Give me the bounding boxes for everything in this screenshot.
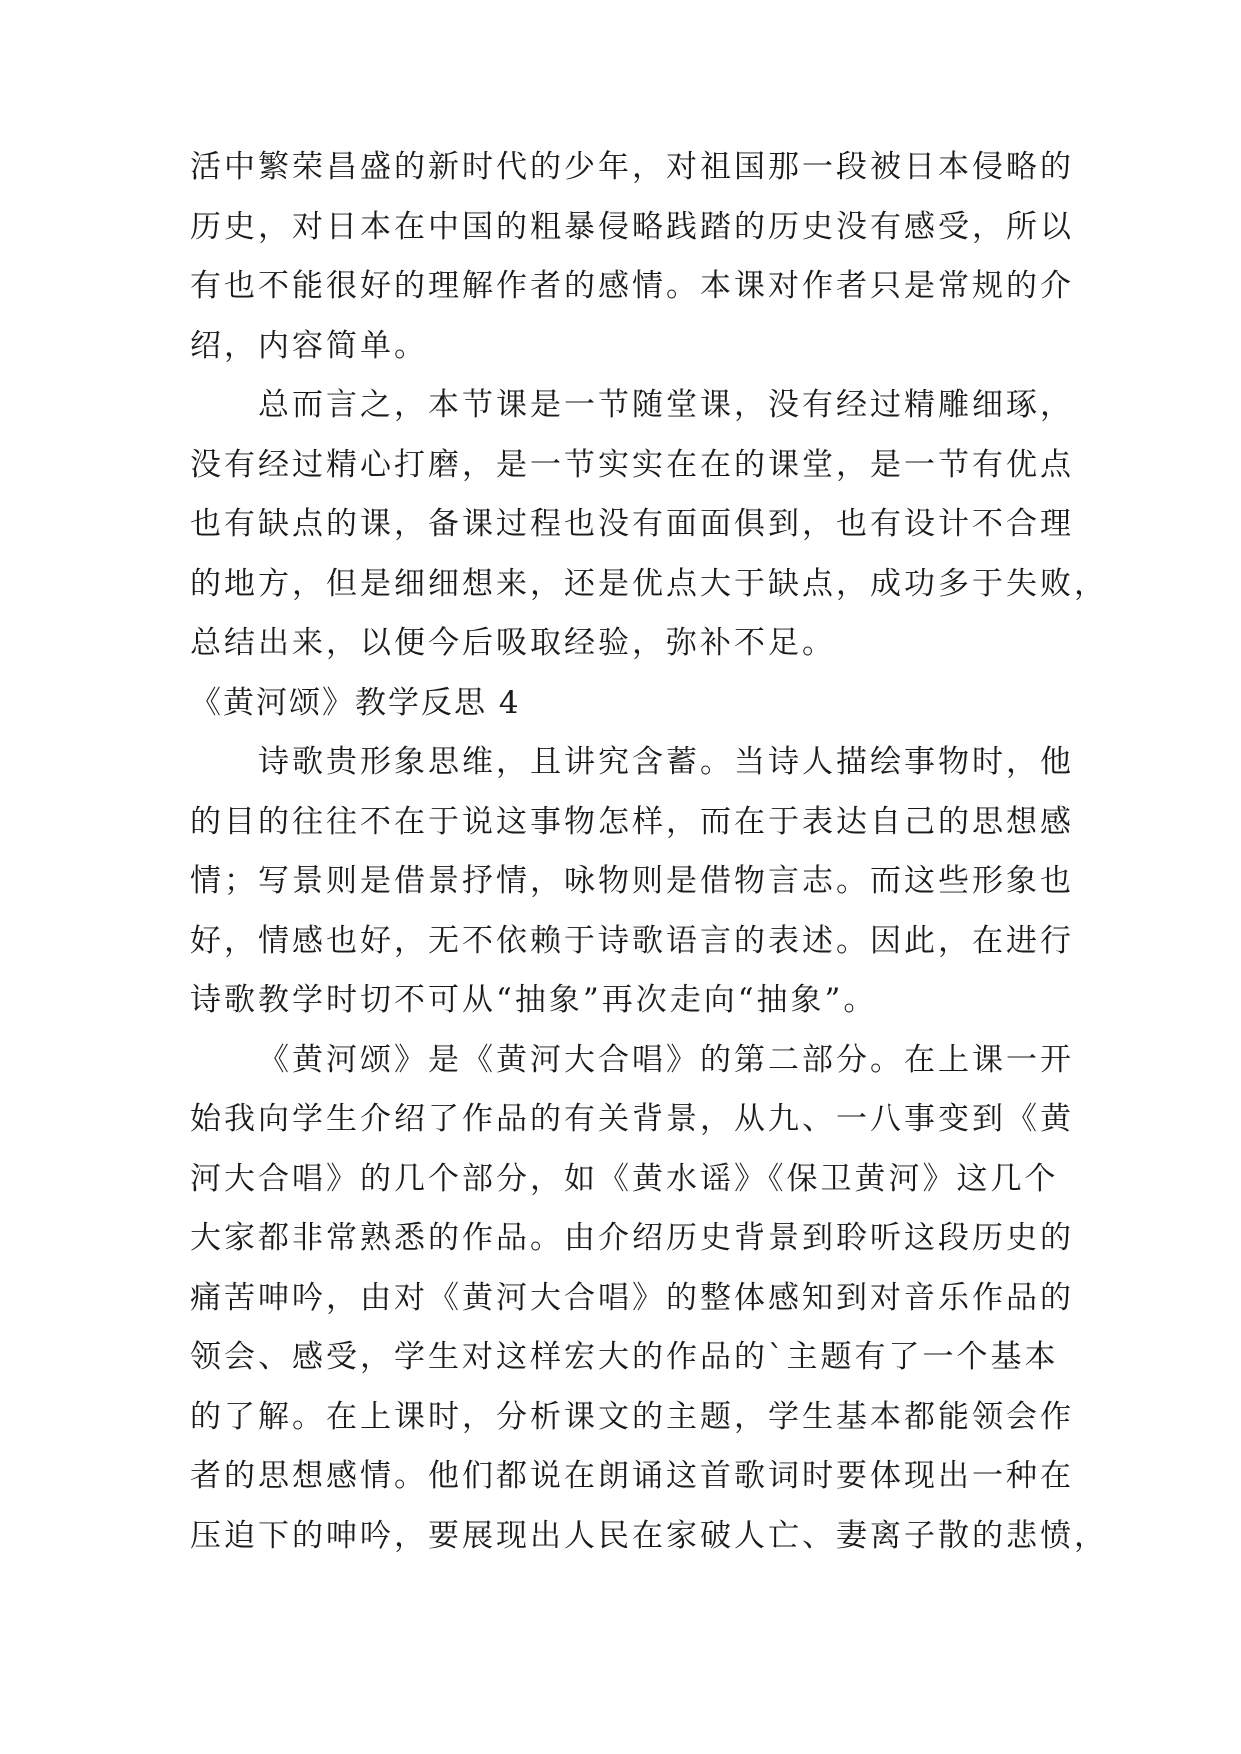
text-line: 历史，对日本在中国的粗暴侵略践踏的历史没有感受，所以 [190, 208, 1074, 245]
text-line: 的了解。在上课时，分析课文的主题，学生基本都能领会作 [190, 1398, 1074, 1435]
text-line: 痛苦呻吟，由对《黄河大合唱》的整体感知到对音乐作品的 [190, 1279, 1074, 1316]
text-line: 也有缺点的课，备课过程也没有面面俱到，也有设计不合理 [190, 506, 1074, 542]
body-text [190, 138, 1108, 1566]
paragraph-first-line: 诗歌贵形象思维，且讲究含蓄。当诗人描绘事物时，他 [258, 744, 1074, 780]
text-line: 始我向学生介绍了作品的有关背景，从九、一八事变到《黄 [190, 1101, 1074, 1137]
text-line: 没有经过精心打磨，是一节实实在在的课堂，是一节有优点 [190, 446, 1074, 483]
text-line: 大家都非常熟悉的作品。由介绍历史背景到聆听这段历史的 [190, 1220, 1074, 1256]
text-line: 的地方，但是细细想来，还是优点大于缺点，成功多于失败， [190, 565, 1108, 602]
text-line: 压迫下的呻吟，要展现出人民在家破人亡、妻离子散的悲愤， [190, 1517, 1108, 1554]
text-line: 情；写景则是借景抒情，咏物则是借物言志。而这些形象也 [190, 863, 1074, 899]
text-line: 者的思想感情。他们都说在朗诵这首歌词时要体现出一种在 [190, 1458, 1074, 1494]
section-heading: 《黄河颂》教学反思 4 [190, 684, 521, 721]
text-line: 活中繁荣昌盛的新时代的少年，对祖国那一段被日本侵略的 [190, 149, 1074, 185]
paragraph-first-line: 《黄河颂》是《黄河大合唱》的第二部分。在上课一开 [258, 1041, 1074, 1078]
text-line: 河大合唱》的几个部分，如《黄水谣》《保卫黄河》这几个 [190, 1160, 1059, 1197]
text-line: 好，情感也好，无不依赖于诗歌语言的表述。因此，在进行 [190, 922, 1074, 959]
text-line: 总结出来，以便今后吸取经验，弥补不足。 [190, 625, 836, 661]
paragraph-first-line: 总而言之，本节课是一节随堂课，没有经过精雕细琢， [258, 387, 1074, 423]
text-line: 的目的往往不在于说这事物怎样，而在于表达自己的思想感 [190, 803, 1074, 840]
text-line: 有也不能很好的理解作者的感情。本课对作者只是常规的介 [190, 268, 1074, 304]
text-line: 绍，内容简单。 [190, 327, 428, 364]
text-line: 诗歌教学时切不可从“抽象”再次走向“抽象”。 [190, 982, 878, 1018]
text-line: 领会、感受，学生对这样宏大的作品的`主题有了一个基本 [190, 1339, 1059, 1375]
